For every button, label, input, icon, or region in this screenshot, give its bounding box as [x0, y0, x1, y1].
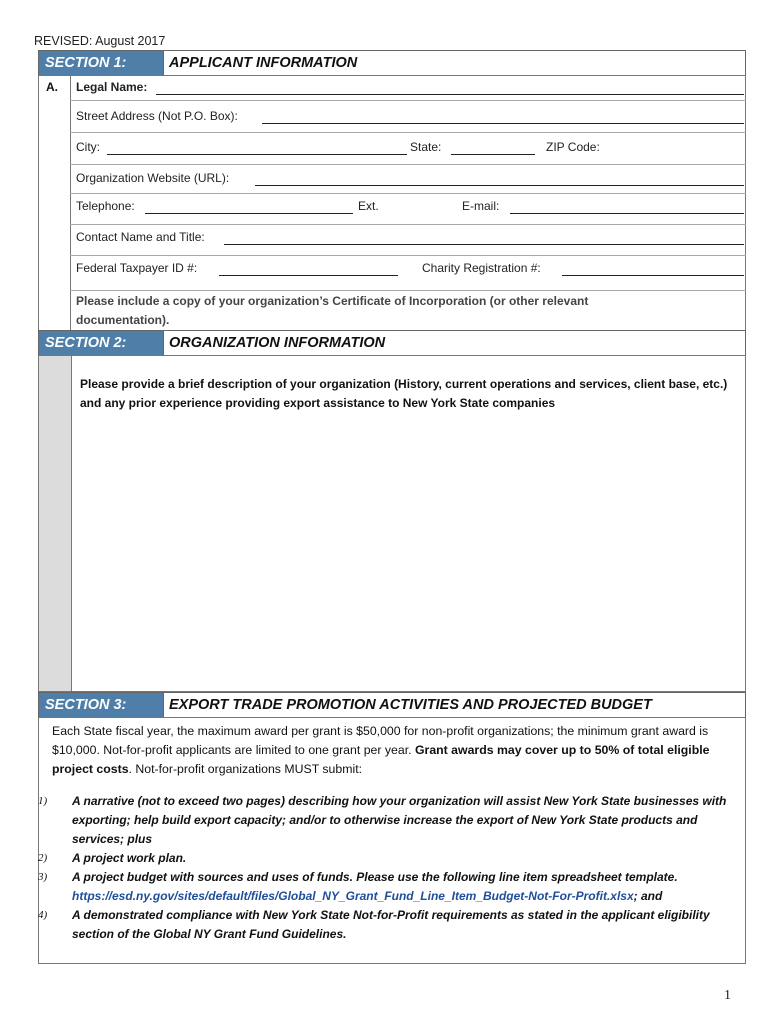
- row-separator: [70, 193, 746, 194]
- ext-label: Ext.: [358, 199, 379, 213]
- award-text-end: . Not-for-profit organizations MUST submit:: [128, 762, 363, 776]
- column-divider: [70, 75, 71, 331]
- divider: [163, 51, 164, 75]
- city-label: City:: [76, 140, 100, 154]
- taxpayer-id-field[interactable]: [219, 275, 398, 276]
- street-address-label: Street Address (Not P.O. Box):: [76, 109, 238, 123]
- section2-tab: SECTION 2:: [39, 331, 163, 355]
- list-number: 2): [38, 852, 48, 864]
- list-text-block: [72, 868, 748, 906]
- divider: [163, 693, 164, 717]
- row-separator: [70, 132, 746, 133]
- row-separator: [70, 224, 746, 225]
- email-field[interactable]: [510, 213, 744, 214]
- legal-name-field[interactable]: [156, 94, 744, 95]
- award-text: Each State fiscal year, the maximum award per grant is $50,000 for non-profit organizations; the minimum grant award is $10,000. Not-for-profit applicants are limited to one grant per year.: [52, 724, 709, 757]
- list-text: A project work plan.: [72, 851, 187, 865]
- telephone-label: Telephone:: [76, 199, 135, 213]
- row-separator: [70, 255, 746, 256]
- list-text: A narrative (not to exceed two pages) describing how your organization will assist New York State businesses with exporting; help build export capacity; and/or to otherwise increase the export of New York State products and services; plus: [72, 794, 727, 846]
- award-paragraph: [52, 722, 744, 779]
- list-text-suffix: ; and: [633, 889, 663, 903]
- section3-header: [38, 692, 746, 718]
- street-address-field[interactable]: [262, 123, 744, 124]
- column-divider: [71, 356, 72, 691]
- organization-description-prompt: Please provide a brief description of your organization (History, current operations and services, client base, etc.) and any prior experience providing export assistance to New York State companies: [80, 377, 728, 410]
- page-number: 1: [724, 988, 731, 1003]
- state-label: State:: [410, 140, 442, 154]
- section2-header: [38, 330, 746, 356]
- section1-header: [38, 50, 746, 76]
- incorporation-note: Please include a copy of your organization’s Certificate of Incorporation (or other relevant documentation).: [76, 294, 589, 327]
- section3-title: EXPORT TRADE PROMOTION ACTIVITIES AND PROJECTED BUDGET: [169, 697, 652, 713]
- list-number: 3): [38, 871, 48, 883]
- budget-template-link[interactable]: https://esd.ny.gov/sites/default/files/Global_NY_Grant_Fund_Line_Item_Budget-Not-For-Profit.xlsx: [72, 889, 634, 903]
- zip-label: ZIP Code:: [546, 140, 600, 154]
- row-letter: A.: [46, 80, 58, 94]
- city-field[interactable]: [107, 154, 407, 155]
- taxpayer-id-label: Federal Taxpayer ID #:: [76, 261, 198, 275]
- list-number: 4): [38, 909, 48, 921]
- section2-title: ORGANIZATION INFORMATION: [169, 335, 386, 351]
- charity-registration-label: Charity Registration #:: [422, 261, 541, 275]
- row-separator: [70, 100, 746, 101]
- charity-registration-field[interactable]: [562, 275, 744, 276]
- row-separator: [70, 164, 746, 165]
- website-field[interactable]: [255, 185, 744, 186]
- email-label: E-mail:: [462, 199, 500, 213]
- list-text: A demonstrated compliance with New York State Not-for-Profit requirements as stated in the applicant eligibility section of the Global NY Grant Fund Guidelines.: [72, 908, 710, 941]
- list-text: A project budget with sources and uses of funds. Please use the following line item spreadsheet template.: [72, 870, 678, 884]
- organization-description-area[interactable]: [76, 420, 740, 686]
- list-number: 1): [38, 795, 48, 807]
- contact-label: Contact Name and Title:: [76, 230, 205, 244]
- row-separator: [70, 290, 746, 291]
- section3-tab: SECTION 3:: [39, 693, 163, 717]
- state-field[interactable]: [451, 154, 535, 155]
- revision-date: REVISED: August 2017: [34, 34, 166, 48]
- margin-column: [39, 356, 71, 691]
- contact-field[interactable]: [224, 244, 744, 245]
- divider: [163, 331, 164, 355]
- telephone-field[interactable]: [145, 213, 353, 214]
- section1-title: APPLICANT INFORMATION: [169, 55, 358, 71]
- award-bold-text: Grant awards may cover up to 50% of total eligible project costs: [52, 743, 710, 776]
- section1-tab: SECTION 1:: [39, 51, 163, 75]
- legal-name-label: Legal Name:: [76, 80, 148, 94]
- website-label: Organization Website (URL):: [76, 171, 230, 185]
